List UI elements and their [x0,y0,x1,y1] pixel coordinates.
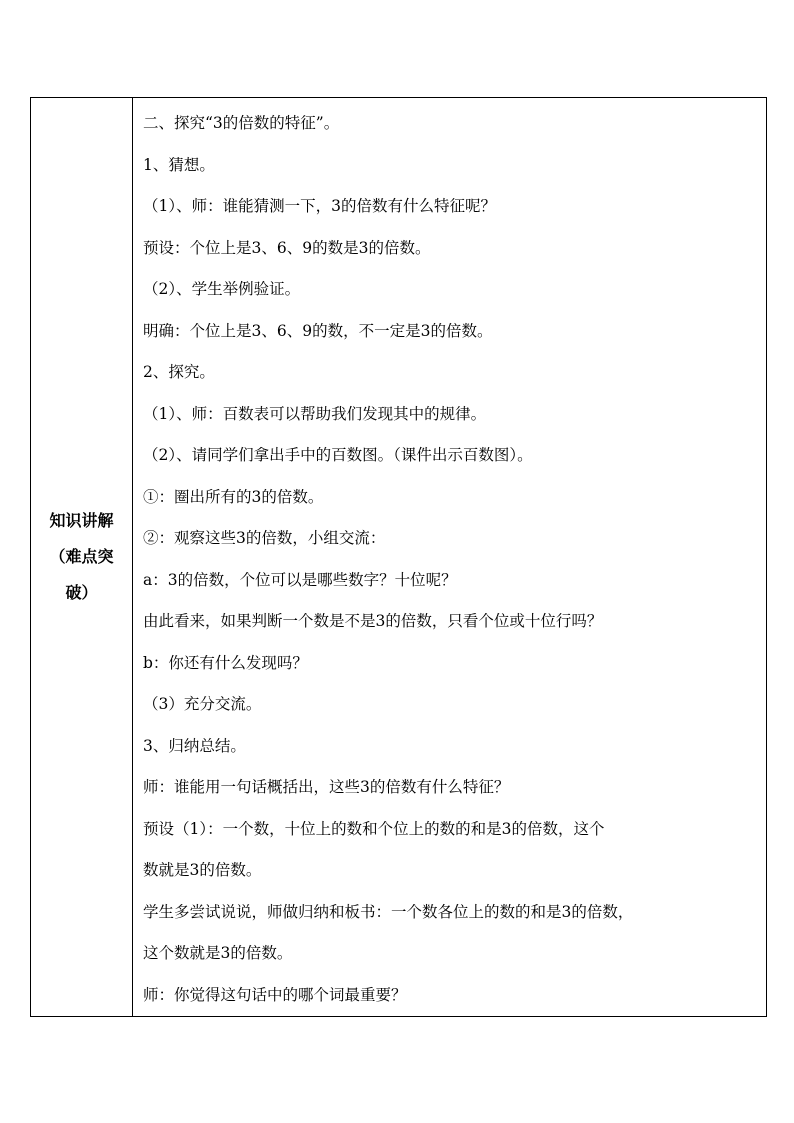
content-line: ②：观察这些3的倍数，小组交流： [143,529,386,547]
section-label-line: 知识讲解 [49,511,114,530]
step-heading: 1、猜想。 [143,155,215,174]
content-line: （2）、请同学们拿出手中的百数图。（课件出示百数图）。 [143,446,533,464]
content-line: 明确：个位上是3、6、9的数，不一定是3的倍数。 [143,321,493,340]
content-line: a：3的倍数，个位可以是哪些数字？十位呢？ [143,570,457,589]
content-line: 师：你觉得这句话中的哪个词最重要？ [143,985,407,1004]
content-line: 学生多尝试说说，师做归纳和板书：一个数各位上的数的和是3的倍数， [143,902,634,921]
lesson-plan-table [30,97,767,1017]
section-label-line: （难点突 [49,547,114,566]
step-heading: 3、归纳总结。 [143,736,246,755]
content-line: 预设（1）：一个数，十位上的数和个位上的数的和是3的倍数，这个 [143,819,605,838]
step-heading: 2、探究。 [143,363,215,381]
content-line: 预设：个位上是3、6、9的数是3的倍数。 [143,238,431,257]
content-line: ①：圈出所有的3的倍数。 [143,487,324,506]
section-label-cell [31,98,133,1017]
content-line: 这个数就是3的倍数。 [143,944,293,962]
content-line: （3）充分交流。 [143,695,262,713]
content-line: （2）、学生举例验证。 [143,280,301,298]
table-row [31,98,767,1017]
content-cell [133,98,767,1017]
section-label-line: 破） [65,583,98,602]
section-heading: 二、探究“3的倍数的特征”。 [143,114,340,132]
content-line: 数就是3的倍数。 [143,861,262,879]
content-line: 由此看来，如果判断一个数是不是3的倍数，只看个位或十位行吗？ [143,612,603,630]
content-line: b：你还有什么发现吗？ [143,653,308,672]
content-line: 师：谁能用一句话概括出，这些3的倍数有什么特征？ [143,778,510,796]
content-line: （1）、师：谁能猜测一下，3的倍数有什么特征呢？ [143,197,496,215]
content-line: （1）、师：百数表可以帮助我们发现其中的规律。 [143,404,487,423]
